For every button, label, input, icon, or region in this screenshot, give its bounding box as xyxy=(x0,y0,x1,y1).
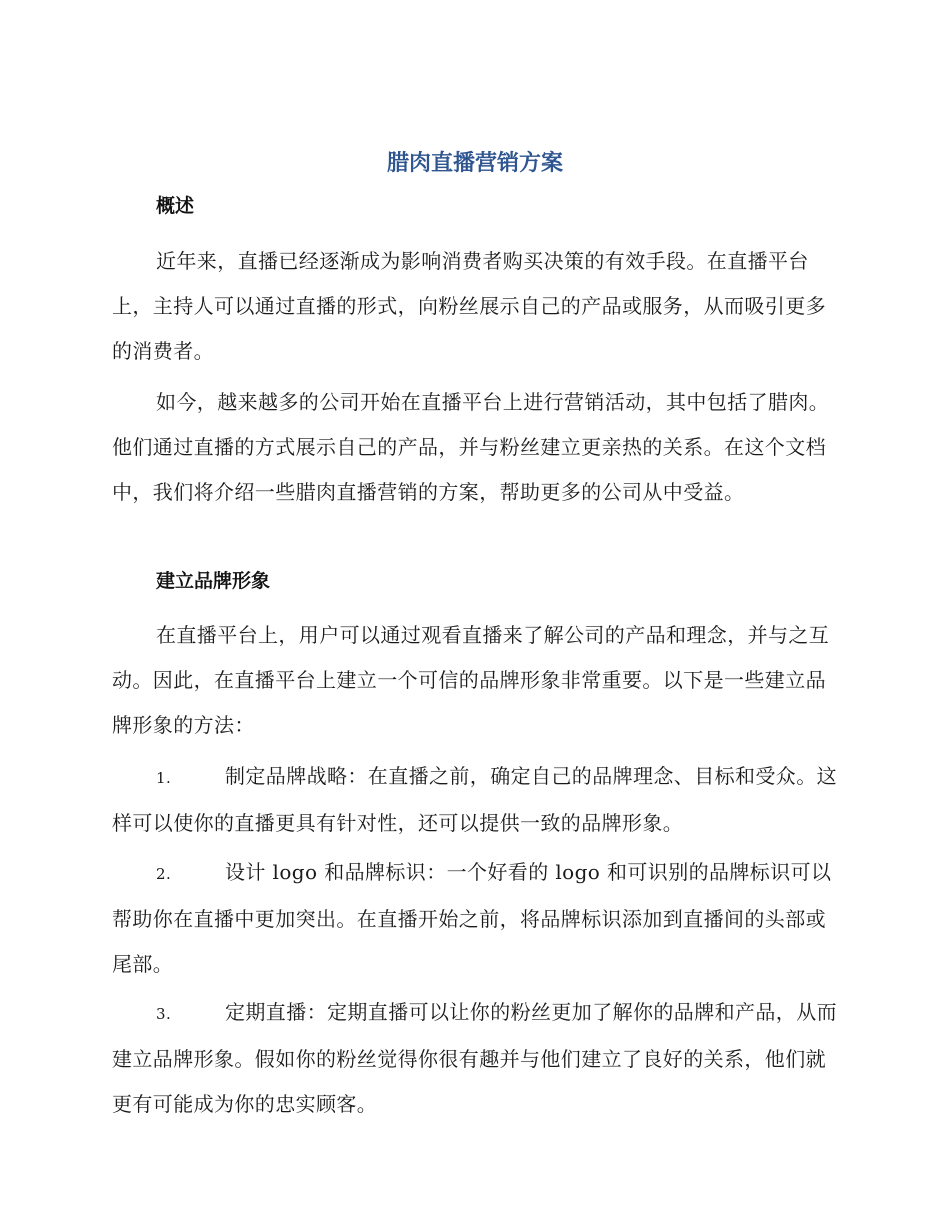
paragraph-overview-1: 近年来，直播已经逐渐成为影响消费者购买决策的有效手段。在直播平台上，主持人可以通过直播的形式，向粉丝展示自己的产品或服务，从而吸引更多的消费者。 xyxy=(112,249,826,363)
section-heading-brand-image: 建立品牌形象 xyxy=(156,570,271,592)
list-item xyxy=(112,754,842,846)
section-heading-overview: 概述 xyxy=(156,195,195,217)
list-item-number: 2. xyxy=(156,865,172,883)
document-title: 腊肉直播营销方案 xyxy=(386,151,563,176)
paragraph-overview-2: 如今，越来越多的公司开始在直播平台上进行营销活动，其中包括了腊肉。他们通过直播的方式展示自己的产品，并与粉丝建立更亲热的关系。在这个文档中，我们将介绍一些腊肉直播营销的方案，帮助更多的公司从中受益。 xyxy=(112,390,830,504)
paragraph-brand-image-intro: 在直播平台上，用户可以通过观看直播来了解公司的产品和理念，并与之互动。因此，在直播平台上建立一个可信的品牌形象非常重要。以下是一些建立品牌形象的方法： xyxy=(112,623,830,737)
list-item xyxy=(112,850,842,987)
list-item-text: 制定品牌战略：在直播之前，确定自己的品牌理念、目标和受众。这样可以使你的直播更具有针对性，还可以提供一致的品牌形象。 xyxy=(112,764,837,835)
list-item-number: 3. xyxy=(156,1005,172,1023)
list-item-number: 1. xyxy=(156,769,172,787)
list-item-text: 设计 logo 和品牌标识：一个好看的 logo 和可识别的品牌标识可以帮助你在直播中更加突出。在直播开始之前，将品牌标识添加到直播间的头部或尾部。 xyxy=(112,860,832,976)
list-item xyxy=(112,990,842,1127)
list-item-text: 定期直播：定期直播可以让你的粉丝更加了解你的品牌和产品，从而建立品牌形象。假如你的粉丝觉得你很有趣并与他们建立了良好的关系，他们就更有可能成为你的忠实顾客。 xyxy=(112,1000,837,1116)
